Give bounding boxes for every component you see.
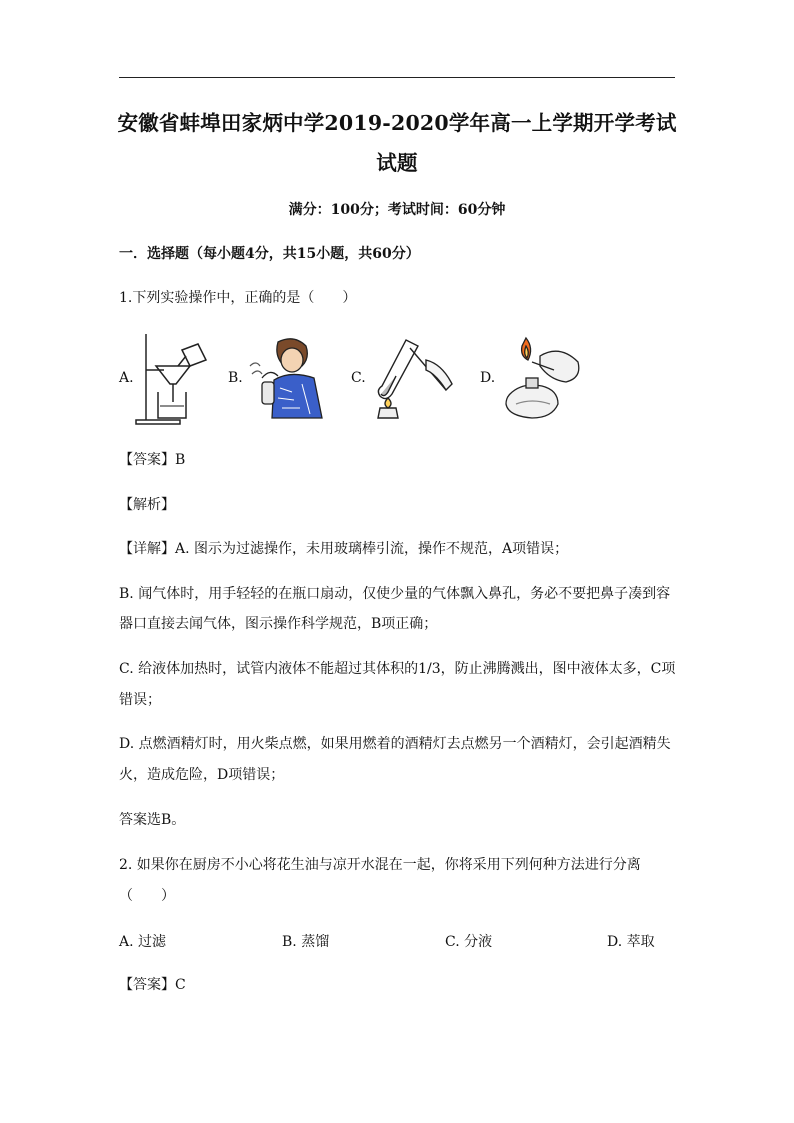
option-a-label: A.	[119, 370, 134, 386]
detail-option-c-line1: C. 给液体加热时，试管内液体不能超过其体积的1/3，防止沸腾溅出，图中液体太多，C项	[119, 661, 676, 677]
exam-info: 满分：100分；考试时间：60分钟	[288, 202, 506, 218]
option-d-label: D.	[480, 370, 496, 386]
detail-option-c-line2: 错误；	[119, 692, 161, 708]
filtration-apparatus-icon	[134, 330, 210, 426]
header-rule	[119, 77, 675, 78]
question-2-choice-b: B. 蒸馏	[282, 934, 330, 950]
detail-option-a: 【详解】A. 图示为过滤操作，未用玻璃棒引流，操作不规范，A项错误；	[119, 541, 569, 557]
question-2-stem-line1: 2. 如果你在厨房不小心将花生油与凉开水混在一起，你将采用下列何种方法进行分离	[119, 857, 641, 873]
question-2-choice-a: A. 过滤	[119, 934, 167, 950]
page-title: 安徽省蚌埠田家炳中学2019-2020学年高一上学期开学考试	[117, 111, 677, 135]
question-1-stem: 1.下列实验操作中，正确的是（ ）	[119, 290, 357, 306]
detail-option-d-line2: 火，造成危险，D项错误；	[119, 767, 285, 783]
option-c-label: C.	[351, 370, 366, 386]
question-2-choice-d: D. 萃取	[607, 934, 655, 950]
page-title-continued: 试题	[376, 151, 418, 175]
question-1-conclusion: 答案选B。	[119, 812, 186, 828]
question-2-choice-c: C. 分液	[445, 934, 493, 950]
option-b-label: B.	[228, 370, 243, 386]
detail-option-d-line1: D. 点燃酒精灯时，用火柴点燃，如果用燃着的酒精灯去点燃另一个酒精灯，会引起酒精失	[119, 736, 671, 752]
heating-test-tube-icon	[366, 334, 462, 420]
smelling-gas-icon	[244, 336, 326, 420]
question-1-analysis-label: 【解析】	[119, 497, 175, 513]
detail-option-b-line2: 器口直接去闻气体，图示操作科学规范，B项正确；	[119, 616, 438, 632]
question-1-answer: 【答案】B	[119, 452, 186, 468]
question-2-answer: 【答案】C	[119, 977, 186, 993]
detail-option-b-line1: B. 闻气体时，用手轻轻的在瓶口扇动，仅使少量的气体飘入鼻孔，务必不要把鼻子凑到容	[119, 586, 671, 602]
question-2-stem-line2: （ ）	[119, 888, 175, 904]
alcohol-lamp-icon	[496, 334, 586, 424]
section-heading: 一．选择题（每小题4分，共15小题，共60分）	[119, 246, 420, 262]
